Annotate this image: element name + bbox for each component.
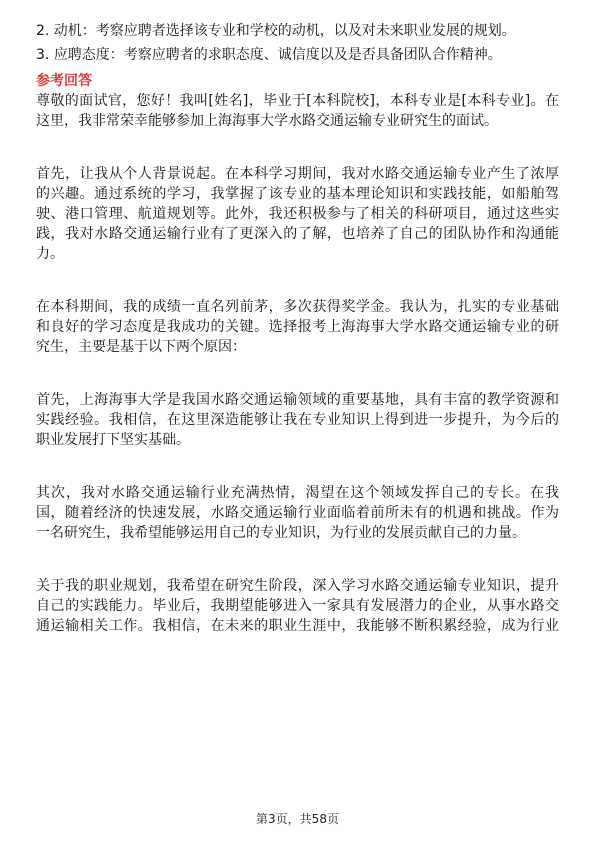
- paragraph-line: 实践经验。我相信，在这里深造能够让我在专业知识上得到进一步提升，为今后的: [36, 412, 559, 428]
- answer-heading: 参考回答: [36, 73, 92, 89]
- paragraph-line: 关于我的职业规划，我希望在研究生阶段，深入学习水路交通运输专业知识，提升: [36, 578, 559, 594]
- paragraph-grades: [36, 297, 559, 357]
- paragraph-line: 自己的实践能力。毕业后，我期望能够进入一家具有发展潜力的企业，从事水路交: [36, 598, 559, 614]
- paragraph-line: 的兴趣。通过系统的学习，我掌握了该专业的基本理论知识和实践技能，如船舶驾: [36, 186, 559, 202]
- paragraph-reason-two: [36, 483, 559, 543]
- paragraph-line: 国，随着经济的快速发展，水路交通运输行业面临着前所未有的机遇和挑战。作为: [36, 505, 559, 521]
- criteria-item-attitude: 3. 应聘态度：考察应聘者的求职态度、诚信度以及是否具备团队合作精神。: [36, 47, 502, 63]
- paragraph-line: 践，我对水路交通运输行业有了更深入的了解，也培养了自己的团队协作和沟通能: [36, 226, 559, 242]
- paragraph-line: 一名研究生，我希望能够运用自己的专业知识，为行业的发展贡献自己的力量。: [36, 525, 526, 541]
- criteria-list: [36, 21, 559, 65]
- paragraph-reason-one: [36, 390, 559, 450]
- paragraph-line: 驶、港口管理、航道规划等。此外，我还积极参与了相关的科研项目，通过这些实: [36, 206, 559, 222]
- paragraph-line: 这里，我非常荣幸能够参加上海海事大学水路交通运输专业研究生的面试。: [36, 113, 498, 129]
- paragraph-background: [36, 164, 559, 264]
- paragraph-line: 其次，我对水路交通运输行业充满热情，渴望在这个领域发挥自己的专长。在我: [36, 485, 559, 501]
- criteria-item-motivation: 2. 动机：考察应聘者选择该专业和学校的动机，以及对未来职业发展的规划。: [36, 23, 516, 39]
- paragraph-line: 职业发展打下坚实基础。: [36, 432, 190, 448]
- paragraph-career-plan: [36, 576, 559, 636]
- paragraph-line: 首先，上海海事大学是我国水路交通运输领域的重要基地，具有丰富的教学资源和: [36, 392, 559, 408]
- paragraph-line: 在本科期间，我的成绩一直名列前茅，多次获得奖学金。我认为，扎实的专业基础: [36, 299, 559, 315]
- paragraph-line: 首先，让我从个人背景说起。在本科学习期间，我对水路交通运输专业产生了浓厚: [36, 166, 559, 182]
- paragraph-line: 和良好的学习态度是我成功的关键。选择报考上海海事大学水路交通运输专业的研: [36, 319, 559, 335]
- paragraph-line: 尊敬的面试官，您好！我叫[姓名]，毕业于[本科院校]，本科专业是[本科专业]。在: [36, 93, 559, 109]
- paragraph-line: 力。: [36, 246, 64, 262]
- page-number-footer: 第3页，共58页: [256, 812, 339, 826]
- page-content: [36, 21, 559, 636]
- paragraph-line: 通运输相关工作。我相信，在未来的职业生涯中，我能够不断积累经验，成为行业: [36, 618, 559, 634]
- paragraph-line: 究生，主要是基于以下两个原因：: [36, 339, 246, 355]
- paragraph-intro: [36, 91, 559, 131]
